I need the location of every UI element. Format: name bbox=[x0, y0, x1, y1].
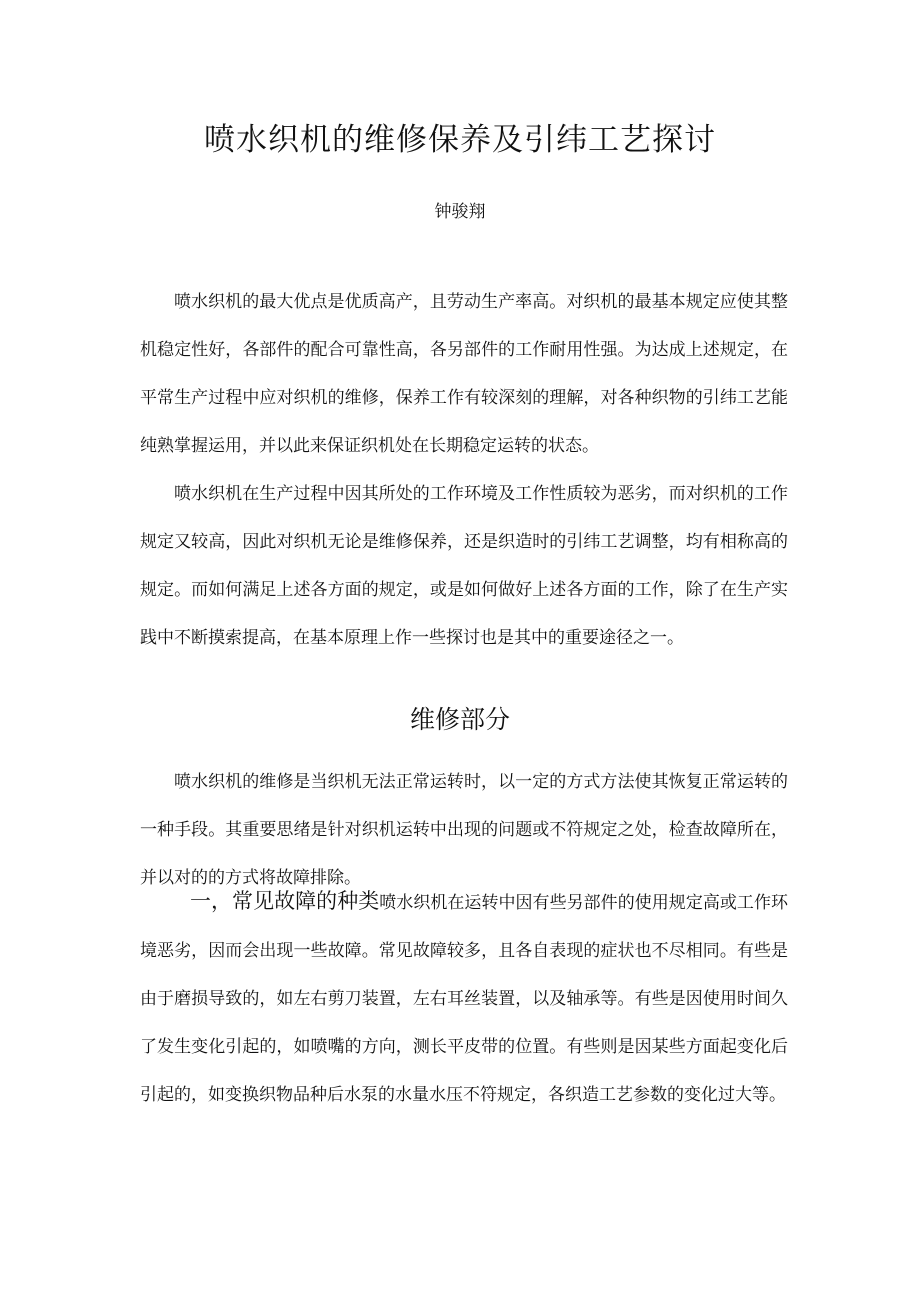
subsection-heading: 一，常见故障的种类 bbox=[190, 889, 380, 913]
intro-paragraph-1: 喷水织机的最大优点是优质高产，且劳动生产率高。对织机的最基本规定应使其整机稳定性好，各部件的配合可靠性高，各另部件的工作耐用性强。为达成上述规定，在平常生产过程中应对织机的维修，保养工作有较深刻的理解，对各种织物的引纬工艺能纯熟掌握运用，并以此来保证织机处在长期稳定运转的状态。 bbox=[140, 292, 788, 456]
document-title: 喷水织机的维修保养及引纬工艺探讨 bbox=[204, 122, 716, 158]
faults-section bbox=[140, 877, 788, 1119]
faults-paragraph bbox=[140, 877, 788, 1119]
maintenance-paragraph: 喷水织机的维修是当织机无法正常运转时，以一定的方式方法使其恢复正常运转的一种手段。其重要思绪是针对织机运转中出现的问题或不符规定之处，检查故障所在，并以对的的方式将故障排除。 bbox=[140, 772, 788, 888]
intro-paragraph-2: 喷水织机在生产过程中因其所处的工作环境及工作性质较为恶劣，而对织机的工作规定又较高，因此对织机无论是维修保养，还是织造时的引纬工艺调整，均有相称高的规定。而如何满足上述各方面的规定，或是如何做好上述各方面的工作，除了在生产实践中不断摸索提高，在基本原理上作一些探讨也是其中的重要途径之一。 bbox=[140, 484, 788, 648]
subsection-text: 喷水织机在运转中因有些另部件的使用规定高或工作环境恶劣，因而会出现一些故障。常见故障较多，且各自表现的症状也不尽相同。有些是由于磨损导致的，如左右剪刀装置，左右耳丝装置，以及轴承等。有些是因使用时间久了发生变化引起的，如喷嘴的方向，测长平皮带的位置。有些则是因某些方面起变化后引起的，如变换织物品种后水泵的水量水压不符规定，各织造工艺参数的变化过大等。 bbox=[140, 893, 788, 1105]
document-author: 钟骏翔 bbox=[434, 202, 486, 222]
intro-section bbox=[140, 278, 788, 662]
section-heading: 维修部分 bbox=[409, 705, 510, 734]
